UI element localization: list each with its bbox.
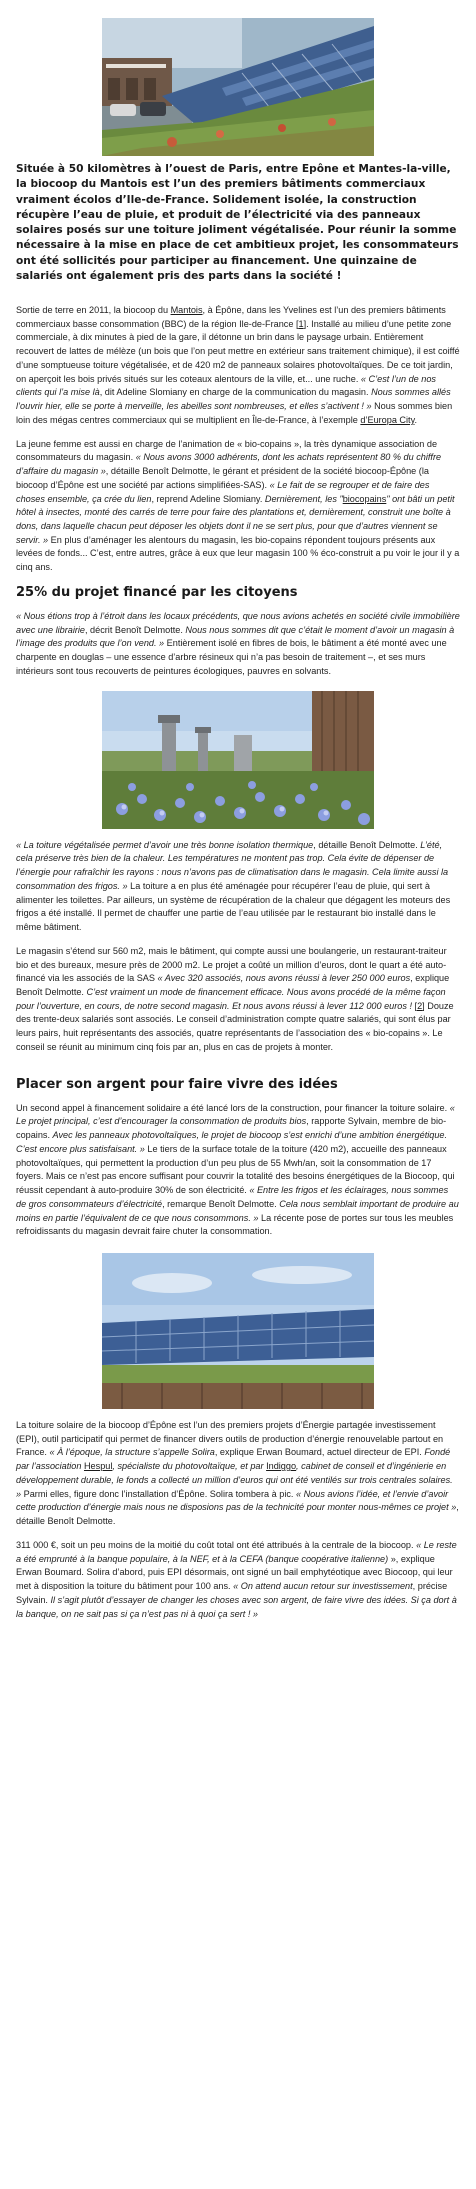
link-europa-city[interactable]: d’Europa City	[360, 414, 415, 425]
section-heading: 25% du projet financé par les citoyens	[16, 584, 298, 600]
photo-solar-roof	[102, 1253, 374, 1409]
footnote-link-2[interactable]: [2]	[414, 1000, 425, 1011]
section-heading: Placer son argent pour faire vivre des idées	[16, 1076, 338, 1092]
paragraph: « Nous étions trop à l’étroit dans les locaux précédents, que nous avions achetés en société civile immobilière avec une librairie, décrit Benoît Delmotte. Nous nous sommes dit que c’était le moment d’avoir un magasin à l’image des produits que l’on vend. » Entièrement isolé en fibres de bois, le bâtiment a été monté avec une charpente en douglas – une essence d’arbre résineux qui n’a pas besoin de traitement –, et ses murs intérieurs sont tous recouverts de peintures écologiques, pauvres en solvants.	[16, 610, 460, 676]
photo-building-green-roof	[102, 18, 374, 156]
paragraph: Sortie de terre en 2011, la biocoop du Mantois, à Épône, dans les Yvelines est l’un des premiers bâtiments commerciaux basse consommation (BBC) de la région Ile-de-France [1]. Installé au milieu d’une petite zone commerciale, à dix minutes à pied de la gare, il détonne un brin dans le paysage urbain. Entièrement recouvert de lattes de mélèze (un bois que l’on peut mettre en extérieur sans traitement chimique), il est coiffé d’une somptueuse toiture végétalisée, et de 420 m2 de panneaux solaires photovoltaïques. De ce toit jardin, on aperçoit les bois privés situés sur les coteaux alentours de la ville, et... une ruche. « C’est l’un de nos clients qui l’a mise là, dit Adeline Slomiany en charge de la communication du magasin. Nous sommes allés l’ouvrir hier, elle se porte à merveille, les abeilles sont nombreuses, et elles s’activent ! » Nous sommes bien loin des mégas centres commerciaux qui se multiplient en Île-de-France, à l’exemple d’Europa City.	[16, 305, 460, 425]
link-mantois[interactable]: Mantois	[170, 305, 203, 315]
paragraph: Le magasin s’étend sur 560 m2, mais le bâtiment, qui compte aussi une boulangerie, un restaurant-traiteur bio et des bureaux, mesure près de 2000 m2. Le projet a coûté un million d’euros, dont le quart a été auto-financé via les associés de la SAS « Avec 320 associés, nous avons réussi à lever 250 000 euros, explique Benoît Delmotte. C’est vraiment un mode de financement efficace. Nous avons procédé de la même façon pour l’ouverture, en cours, de notre second magasin. Et nous avons réussi à lever 112 000 euros ! [2] Douze des trente-deux salariés sont associés. Le conseil d’administration compte quatre salariés, qui sont élus par leurs pairs, huit représentants des associés, quatre représentants de l’association des « bio-copains ». Le conseil se réunit au minimum cinq fois par an, plus en cas de projets à monter.	[16, 945, 454, 1052]
link-biocopains[interactable]: biocopains	[342, 493, 387, 504]
paragraph: La jeune femme est aussi en charge de l’animation de « bio-copains », la très dynamique association de consommateurs du magasin. « Nous avons 3000 adhérents, dont les achats représentent 80 % du chiffre d’affaire du magasin », détaille Benoît Delmotte, le gérant et président de la société biocoop-Épône (la biocoop d’Épône est une société par actions simplifiées-SAS). « Le fait de se regrouper et de faire des choses ensemble, ça crée du lien, reprend Adeline Slomiany. Dernièrement, les "biocopains" ont bâti un petit hôtel à insectes, monté des carrés de terre pour faire des plantations et, dernièrement, construit une boîte à dons, dans laquelle chacun peut déposer les objets dont il ne se sert plus, pour que d’autres viennent se servir. » En plus d’aménager les alentours du magasin, les bio-copains répondent toujours présents aux levées de fonds... C’est, entre autres, grâce à eux que leur magasin 100 % éco-construit a pu voir le jour il y a cinq ans.	[16, 438, 460, 573]
paragraph: « La toiture végétalisée permet d’avoir une très bonne isolation thermique, détaille Benoît Delmotte. L’été, cela préserve très bien de la chaleur. Les températures ne montent pas trop. Cela évite de dépenser de l’énergie pour rafraîchir les rayons : nous n’avons pas de climatisation dans le magasin. Cela limite aussi la consommation des frigos. » La toiture a en plus été aménagée pour récupérer l’eau de pluie, qui sert à alimenter les toilettes. Par ailleurs, un système de récupération de la chaleur que dégagent les moteurs des frigos a été installé. Il permet de chauffer une partie de l’eau utilisée par le restaurant bio installé dans le même bâtiment.	[16, 839, 451, 933]
photo-green-roof-irises	[102, 691, 374, 829]
article	[16, 0, 460, 1621]
link-indiggo[interactable]: Indiggo	[266, 1461, 297, 1472]
link-hespul[interactable]: Hespul	[83, 1461, 113, 1472]
footnote-link-1[interactable]: [1]	[295, 318, 307, 329]
paragraph: 311 000 €, soit un peu moins de la moitié du coût total ont été attribués à la centrale de la biocoop. « Le reste a été emprunté à la banque populaire, à la NEF, et à la CEFA (banque coopérative italienne) », explique Erwan Boumard. Solira d’abord, puis EPI désormais, ont signé un bail emphytéotique avec Biocoop, qui leur met à disposition la toiture du bâtiment pour 100 ans. « On attend aucun retour sur investissement, précise Sylvain. Il s’agit plutôt d’essayer de changer les choses avec son argent, de faire vivre des idées. Si ça dort à la banque, on ne sait pas si ça n’est pas ni à quoi ça sert ! »	[16, 1539, 457, 1619]
article-lede: Située à 50 kilomètres à l’ouest de Paris, entre Epône et Mantes-la-ville, la biocoop du Mantois est l’un des premiers bâtiments commerciaux vraiment écolos d’Ile-de-France. Solidement isolée, la construction récupère l’eau de pluie, et produit de l’électricité via des panneaux solaires posés sur une toiture joliment végétalisée. Pour réunir la somme nécessaire à la mise en place de cet ambitieux projet, les consommateurs ont été sollicités pour participer au financement. Une quinzaine de salariés ont également pris des parts dans la société !	[16, 163, 459, 282]
paragraph: La toiture solaire de la biocoop d’Épône est l’un des premiers projets d’Énergie partagée investissement (EPI), outil participatif qui permet de financer divers outils de production d’énergie renouvelable partout en France. « À l’époque, la structure s’appelle Solira, explique Erwan Boumard, actuel directeur de EPI. Fondé par l’association Hespul, spécialiste du photovoltaïque, et par Indiggo, cabinet de conseil et d’ingénierie en développement durable, le fonds a collecté un million d’euros qui ont été ventilés sur trois centrales solaires. » Parmi elles, figure donc l’installation d’Épône. Solira tombera à pic. « Nous avions l’idée, et l’envie d’avoir cette production d’énergie mais nous ne disposions pas de la technicité pour monter nous-mêmes ce projet », détaille Benoît Delmotte.	[16, 1419, 459, 1527]
paragraph: Un second appel à financement solidaire a été lancé lors de la construction, pour financer la toiture solaire. « Le projet principal, c’est d’encourager la consommation de produits bios, rapporte Sylvain, membre de bio-copains. Avec les panneaux photovoltaïques, le projet de biocoop s’est enrichi d’une ambition énergétique. C’est encore plus satisfaisant. » Le tiers de la surface totale de la toiture (420 m2), accueille des panneaux photovoltaïques, qui permettent la production d’un peu plus de 55 Mwh/an, soit la consommation de 17 foyers. Mais ce n’est pas encore suffisant pour couvrir la totalité des besoins énergétiques de la Biocoop, qui réussit cependant à auto-produire 30% de son électricité. « Entre les frigos et les éclairages, nous sommes de gros consommateurs d’électricité, remarque Benoît Delmotte. Cela nous semblait important de produire au moins en partie l’équivalent de ce que nous consommons. » La récente pose de portes sur tous les meubles refroidissants du magasin devrait faire chuter la consommation.	[16, 1102, 459, 1237]
